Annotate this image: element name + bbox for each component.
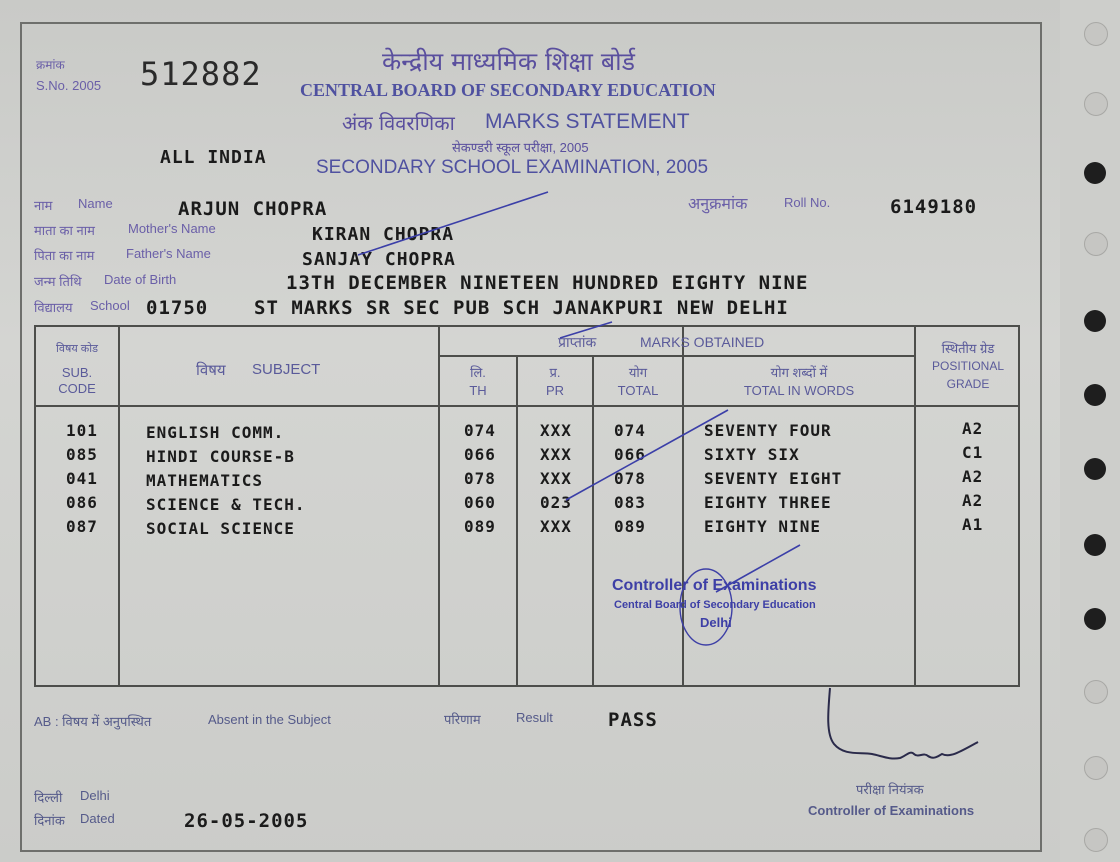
stamp-line-1: Controller of Examinations xyxy=(612,577,817,594)
pr-marks: 023 xyxy=(540,493,572,512)
marks-header: MARKS OBTAINED xyxy=(640,334,765,350)
stamp-line-3: Delhi xyxy=(700,615,732,630)
subject-header-hindi: विषय xyxy=(196,362,226,379)
father-label-hindi: पिता का नाम xyxy=(34,248,95,263)
sub-code: 085 xyxy=(66,445,98,464)
statement-hindi: अंक विवरणिका xyxy=(342,111,455,135)
issue-date: 26-05-2005 xyxy=(184,810,309,832)
th-marks: 060 xyxy=(464,493,496,512)
feed-hole-icon xyxy=(1084,828,1108,852)
feed-hole-icon xyxy=(1084,756,1108,780)
school-code: 01750 xyxy=(146,297,209,319)
mother-label-hindi: माता का नाम xyxy=(34,223,95,238)
total-marks: 089 xyxy=(614,517,646,536)
pr-header: PR xyxy=(545,383,565,398)
subject-header: SUBJECT xyxy=(252,361,321,378)
result-value: PASS xyxy=(608,709,658,731)
father-name: SANJAY CHOPRA xyxy=(302,249,456,270)
total-in-words: SEVENTY EIGHT xyxy=(704,469,843,488)
mother-label: Mother's Name xyxy=(128,221,216,236)
school-label-hindi: विद्यालय xyxy=(34,300,73,315)
absent-note-hindi: AB : विषय में अनुपस्थित xyxy=(34,714,152,729)
grade-header-hindi: स्थितीय ग्रेड xyxy=(941,341,995,356)
dob-label: Date of Birth xyxy=(104,272,177,287)
pr-header-hindi: प्र. xyxy=(549,365,561,380)
positional-grade: A2 xyxy=(962,491,984,510)
name-label: Name xyxy=(78,196,113,211)
exam-title: SECONDARY SCHOOL EXAMINATION, 2005 xyxy=(316,157,709,178)
subject-name: ENGLISH COMM. xyxy=(146,423,285,442)
controller-title: Controller of Examinations xyxy=(808,803,975,818)
th-marks: 089 xyxy=(464,517,496,536)
roll-label: Roll No. xyxy=(784,195,831,210)
total-marks: 074 xyxy=(614,421,646,440)
feed-hole-icon xyxy=(1084,534,1106,556)
grade-header-1: POSITIONAL xyxy=(931,359,1005,373)
feed-hole-icon xyxy=(1084,232,1108,256)
total-marks: 083 xyxy=(614,493,646,512)
subject-name: SOCIAL SCIENCE xyxy=(146,519,295,538)
code-header-hindi: विषय कोड xyxy=(56,343,98,355)
total-marks: 078 xyxy=(614,469,646,488)
father-label: Father's Name xyxy=(126,246,211,261)
th-header-hindi: लि. xyxy=(470,365,486,380)
th-header: TH xyxy=(469,383,487,398)
feed-hole-icon xyxy=(1084,22,1108,46)
place: Delhi xyxy=(80,788,110,803)
positional-grade: C1 xyxy=(962,443,984,462)
all-india-label: ALL INDIA xyxy=(160,147,267,168)
th-marks: 066 xyxy=(464,445,496,464)
sub-code: 101 xyxy=(66,421,98,440)
dated-label-hindi: दिनांक xyxy=(34,813,65,828)
total-in-words: SEVENTY FOUR xyxy=(704,421,832,440)
school-name: ST MARKS SR SEC PUB SCH JANAKPURI NEW DELHI xyxy=(254,297,789,319)
total-header-hindi: योग xyxy=(628,365,648,380)
code-header-1: SUB. xyxy=(61,365,93,380)
feed-hole-icon xyxy=(1084,92,1108,116)
subject-name: SCIENCE & TECH. xyxy=(146,495,306,514)
board-name-hindi: केन्द्रीय माध्यमिक शिक्षा बोर्ड xyxy=(382,47,635,76)
school-label: School xyxy=(90,298,130,313)
grade-header-2: GRADE xyxy=(946,377,990,391)
pr-marks: XXX xyxy=(540,445,572,464)
code-header-2: CODE xyxy=(58,381,96,396)
feed-hole-icon xyxy=(1084,680,1108,704)
place-hindi: दिल्ली xyxy=(34,790,63,805)
absent-note: Absent in the Subject xyxy=(208,712,331,727)
total-header: TOTAL xyxy=(617,383,659,398)
th-marks: 074 xyxy=(464,421,496,440)
dob-label-hindi: जन्म तिथि xyxy=(34,274,82,289)
roll-label-hindi: अनुक्रमांक xyxy=(688,196,748,213)
sub-code: 087 xyxy=(66,517,98,536)
total-in-words: SIXTY SIX xyxy=(704,445,800,464)
serial-label-hindi: क्रमांक xyxy=(36,58,65,72)
controller-hindi: परीक्षा नियंत्रक xyxy=(856,782,924,797)
subject-name: MATHEMATICS xyxy=(146,471,263,490)
serial-number: 512882 xyxy=(140,55,262,93)
serial-label: S.No. 2005 xyxy=(36,78,102,93)
dated-label: Dated xyxy=(80,811,115,826)
feed-hole-icon xyxy=(1084,384,1106,406)
feed-hole-icon xyxy=(1084,458,1106,480)
stamp-line-2: Central Board of Secondary Education xyxy=(614,599,816,611)
total-in-words: EIGHTY THREE xyxy=(704,493,832,512)
feed-hole-icon xyxy=(1084,162,1106,184)
words-header-hindi: योग शब्दों में xyxy=(770,365,828,380)
marks-header-hindi: प्राप्तांक xyxy=(558,334,597,350)
positional-grade: A1 xyxy=(962,515,984,534)
feed-hole-icon xyxy=(1084,310,1106,332)
exam-hindi: सेकण्डरी स्कूल परीक्षा, 2005 xyxy=(452,140,589,155)
feed-hole-icon xyxy=(1084,608,1106,630)
pr-marks: XXX xyxy=(540,421,572,440)
positional-grade: A2 xyxy=(962,467,984,486)
subject-name: HINDI COURSE-B xyxy=(146,447,295,466)
tractor-feed-strip xyxy=(1060,0,1120,862)
board-name: CENTRAL BOARD OF SECONDARY EDUCATION xyxy=(300,80,716,100)
controller-signature xyxy=(810,682,1000,772)
name-label-hindi: नाम xyxy=(34,198,53,213)
result-label-hindi: परिणाम xyxy=(444,712,481,727)
student-name: ARJUN CHOPRA xyxy=(178,198,328,220)
pr-marks: XXX xyxy=(540,469,572,488)
sub-code: 086 xyxy=(66,493,98,512)
pr-marks: XXX xyxy=(540,517,572,536)
date-of-birth: 13TH DECEMBER NINETEEN HUNDRED EIGHTY NINE xyxy=(286,272,809,294)
total-in-words: EIGHTY NINE xyxy=(704,517,821,536)
mother-name: KIRAN CHOPRA xyxy=(312,224,455,245)
sub-code: 041 xyxy=(66,469,98,488)
roll-number: 6149180 xyxy=(890,196,978,218)
result-label: Result xyxy=(516,710,553,725)
th-marks: 078 xyxy=(464,469,496,488)
total-marks: 066 xyxy=(614,445,646,464)
words-header: TOTAL IN WORDS xyxy=(743,383,855,398)
statement-title: MARKS STATEMENT xyxy=(485,110,690,133)
positional-grade: A2 xyxy=(962,419,984,438)
